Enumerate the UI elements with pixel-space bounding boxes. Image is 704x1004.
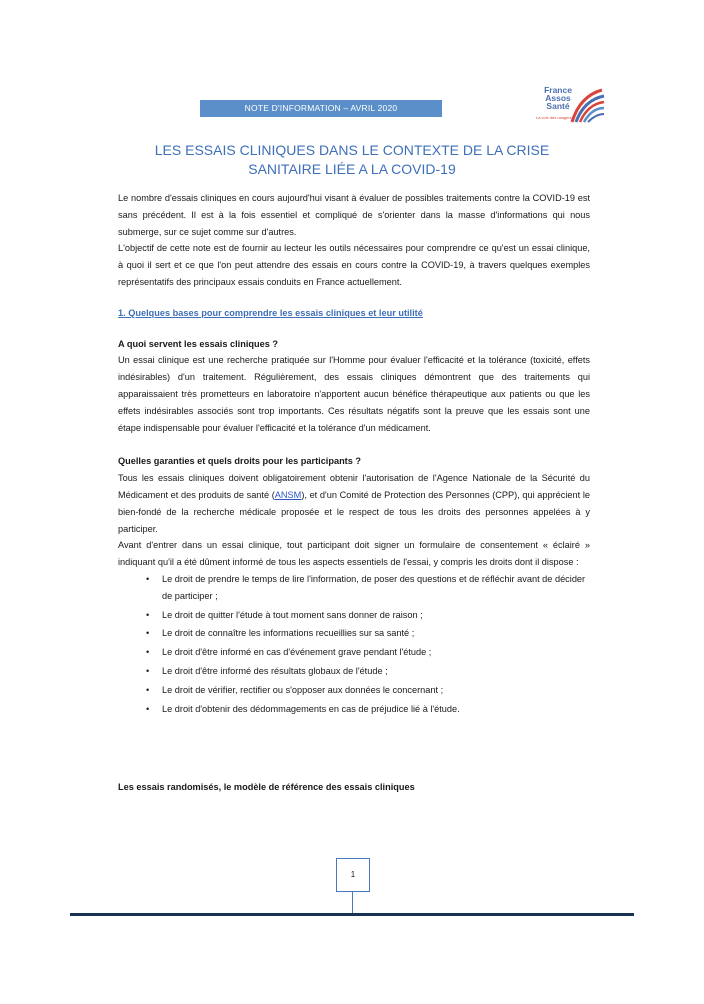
list-item: • Le droit d'être informé en cas d'événement grave pendant l'étude ; <box>146 644 590 661</box>
bullet-icon: • <box>146 609 150 620</box>
section-1-heading[interactable]: 1. Quelques bases pour comprendre les essais cliniques et leur utilité <box>118 307 423 318</box>
subsection-rights-heading: Quelles garanties et quels droits pour les participants ? <box>118 456 362 467</box>
document-body <box>118 190 590 796</box>
intro-paragraph-2: L'objectif de cette note est de fournir au lecteur les outils nécessaires pour comprendre ce qu'est un essai clinique, à quoi il sert et ce que l'on peut attendre des essais en cours contre la COVID-19, à travers quelques exemples représentatifs des principaux essais conduits en France actuellement. <box>118 243 590 287</box>
participant-rights-list <box>118 571 590 717</box>
subsection-purpose-heading: A quoi servent les essais cliniques ? <box>118 338 278 349</box>
bullet-icon: • <box>146 665 150 676</box>
consent-paragraph: Avant d'entrer dans un essai clinique, tout participant doit signer un formulaire de consentement « éclairé » indiquant qu'il a été dûment informé de tous les aspects essentiels de l'essai, y compris les droits dont il dispose : <box>118 540 590 568</box>
bullet-icon: • <box>146 703 150 714</box>
france-assos-sante-logo <box>536 86 608 136</box>
bullet-icon: • <box>146 573 150 584</box>
subsection-randomized-heading: Les essais randomisés, le modèle de référence des essais cliniques <box>118 782 415 793</box>
ansm-link[interactable]: ANSM <box>274 489 302 500</box>
info-note-banner: NOTE D'INFORMATION – AVRIL 2020 <box>200 100 442 117</box>
list-item: • Le droit d'obtenir des dédommagements en cas de préjudice lié à l'étude. <box>146 701 590 718</box>
bullet-icon: • <box>146 628 150 639</box>
list-item: • Le droit de prendre le temps de lire l'information, de poser des questions et de réfléchir avant de décider de participer ; <box>146 571 590 605</box>
list-item: • Le droit de quitter l'étude à tout moment sans donner de raison ; <box>146 607 590 624</box>
list-item: • Le droit de connaître les informations recueillies sur sa santé ; <box>146 625 590 642</box>
intro-paragraph-1: Le nombre d'essais cliniques en cours aujourd'hui visant à évaluer de possibles traitements contre la COVID-19 est sans précédent. Il est à la fois essentiel et compliqué de s'orienter dans la masse d'informations qui nous submerge, sur ce sujet comme sur d'autres. <box>118 193 590 237</box>
logo-wordmark: France Assos Santé <box>544 85 572 111</box>
bullet-icon: • <box>146 684 150 695</box>
bullet-icon: • <box>146 647 150 658</box>
footer-rule <box>70 913 634 916</box>
list-item: • Le droit d'être informé des résultats globaux de l'étude ; <box>146 663 590 680</box>
list-item: • Le droit de vérifier, rectifier ou s'opposer aux données le concernant ; <box>146 682 590 699</box>
logo-stripes-icon <box>566 88 606 124</box>
logo-tagline: La voix des usagers <box>536 115 572 120</box>
subsection-purpose-text: Un essai clinique est une recherche pratiquée sur l'Homme pour évaluer l'efficacité et la tolérance (toxicité, effets indésirables) d'un traitement. Régulièrement, des essais cliniques démontrent que des traitements qui apparaissaient très prometteurs en laboratoire n'apportent aucun bénéfice thérapeutique aux patients ou que les effets indésirables associés sont trop importants. Ces résultats négatifs sont la preuve que les essais sont une étape indispensable pour évaluer l'efficacité et la tolérance d'un médicament. <box>118 355 590 433</box>
page-number: 1 <box>336 858 370 892</box>
page-number-connector <box>352 892 353 914</box>
subsection-rights-text: Tous les essais cliniques doivent obligatoirement obtenir l'autorisation de l'Agence Nationale de la Sécurité du Médicament et des produits de santé (ANSM), et d'un Comité de Protection des Personnes (CPP), qui apprécient le bien-fondé de la recherche médicale proposée et le respect de tous les droits des personnes appelées à y participer. <box>118 473 590 534</box>
document-title: LES ESSAIS CLINIQUES DANS LE CONTEXTE DE LA CRISE SANITAIRE LIÉE A LA COVID-19 <box>154 142 550 177</box>
